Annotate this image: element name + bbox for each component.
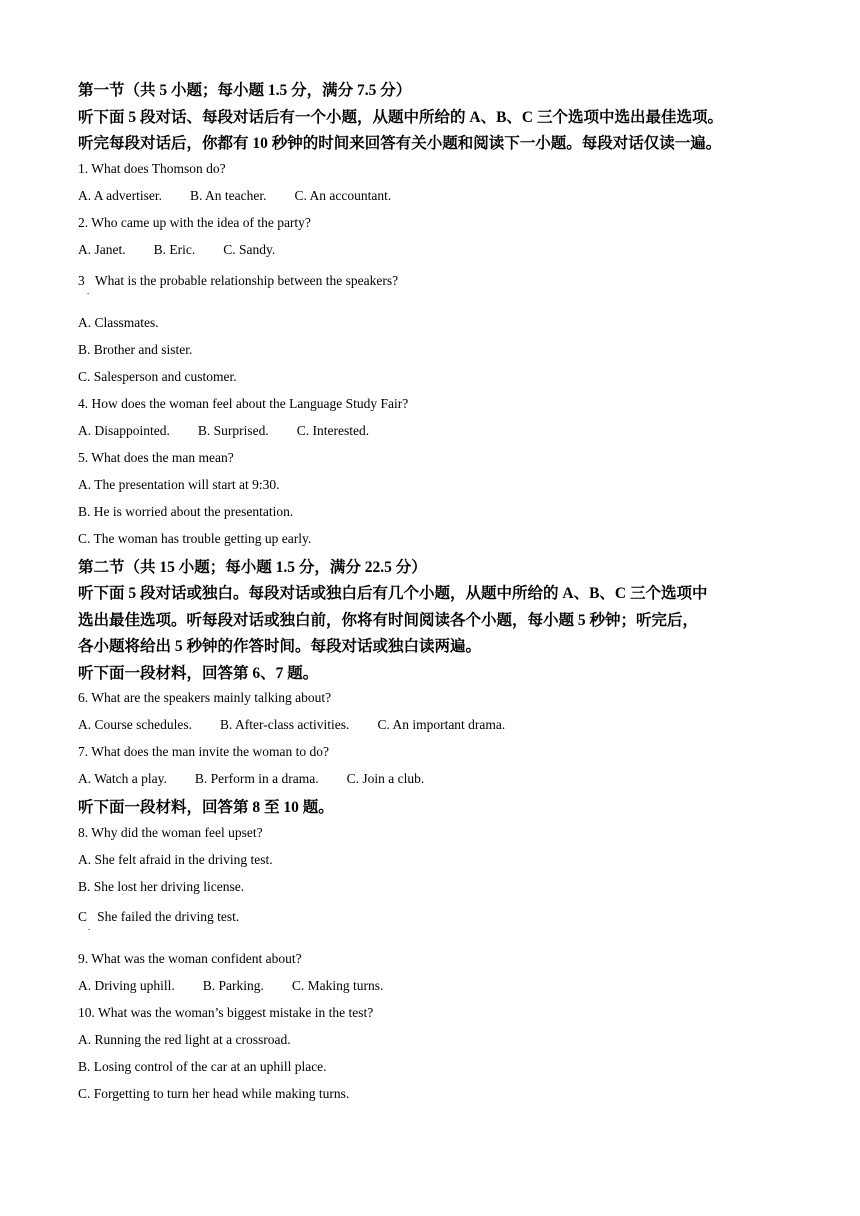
option-c: C. Making turns. [291,977,384,993]
question-4-options [78,422,798,449]
question-8-option-a: A. She felt afraid in the driving test. [78,851,273,867]
option-c: C. An important drama. [377,717,506,732]
question-6-options [78,716,798,743]
question-5-option-a: A. The presentation will start at 9:30. [78,476,280,492]
question-3-option-a: A. Classmates. [78,314,159,330]
option-b: B. After-class activities. [219,717,350,732]
option-c: C. Sandy. [223,241,276,257]
section2-instruction-3: 各小题将给出 5 秒钟的作答时间。每段对话或独白读两遍。 [78,638,482,655]
option-a: A. Janet. [78,241,126,257]
option-a: A. Watch a play. [78,771,167,786]
option-a: A. Course schedules. [78,717,192,732]
question-3-dot: . [87,285,90,296]
option-b: B. Parking. [202,977,264,993]
option-c: C. An accountant. [294,187,392,203]
question-5-option-c: C. The woman has trouble getting up early. [78,530,312,546]
option-c-dot: . [88,921,91,932]
question-7-options [78,770,798,797]
question-5-stem: 5. What does the man mean? [78,449,234,465]
section2-instruction-2: 选出最佳选项。听每段对话或独白前，你将有时间阅读各个小题，每小题 5 秒钟；听完后， [78,611,699,629]
question-3-text: What is the probable relationship between the speakers? [94,272,399,288]
section1-heading: 第一节（共 5 小题；每小题 1.5 分，满分 7.5 分） [78,82,412,99]
question-3-stem [78,268,798,314]
question-8-stem: 8. Why did the woman feel upset? [78,824,263,840]
question-9-stem: 9. What was the woman confident about? [78,950,302,966]
question-4-stem: 4. How does the woman feel about the Language Study Fair? [78,395,409,411]
section1-instruction-2: 听完每段对话后，你都有 10 秒钟的时间来回答有关小题和阅读下一小题。每段对话仅读一遍。 [78,135,722,152]
option-b: B. Perform in a drama. [194,771,319,786]
question-10-option-a: A. Running the red light at a crossroad. [78,1031,291,1047]
question-3-option-c: C. Salesperson and customer. [78,368,237,384]
question-10-option-b: B. Losing control of the car at an uphill place. [78,1058,327,1074]
option-b: B. Eric. [153,241,196,257]
question-3-option-b: B. Brother and sister. [78,341,193,357]
question-3-number: 3 [78,272,85,288]
material-8-10-heading: 听下面一段材料，回答第 8 至 10 题。 [78,799,334,816]
option-a: A. Driving uphill. [78,977,175,993]
question-5-option-b: B. He is worried about the presentation. [78,503,294,519]
section2-heading: 第二节（共 15 小题；每小题 1.5 分，满分 22.5 分） [78,558,427,576]
question-6-stem: 6. What are the speakers mainly talking about? [78,690,332,705]
option-a: A. Disappointed. [78,422,170,438]
question-7-stem: 7. What does the man invite the woman to do? [78,744,329,759]
option-c-letter: C [78,908,88,924]
question-1-stem: 1. What does Thomson do? [78,160,226,176]
option-c: C. Join a club. [346,771,425,786]
section1-instruction-1: 听下面 5 段对话、每段对话后有一个小题，从题中所给的 A、B、C 三个选项中选出最佳选项。 [78,108,723,126]
material-6-7-heading: 听下面一段材料，回答第 6、7 题。 [78,664,319,682]
option-c: C. Interested. [296,422,370,438]
option-b: B. An teacher. [190,187,267,203]
option-a: A. A advertiser. [78,187,162,203]
question-8-option-c [78,905,798,950]
question-10-option-c: C. Forgetting to turn her head while making turns. [78,1085,350,1101]
question-9-options [78,977,798,1004]
question-10-stem: 10. What was the woman’s biggest mistake in the test? [78,1004,374,1020]
exam-page [78,80,798,1112]
section2-instruction-1: 听下面 5 段对话或独白。每段对话或独白后有几个小题，从题中所给的 A、B、C 三个选项中 [78,585,708,602]
option-c-text: She failed the driving test. [97,908,240,924]
question-2-stem: 2. Who came up with the idea of the party? [78,214,311,230]
option-b: B. Surprised. [197,422,269,438]
question-8-option-b: B. She lost her driving license. [78,878,245,894]
question-2-options [78,241,798,268]
question-1-options [78,187,798,214]
